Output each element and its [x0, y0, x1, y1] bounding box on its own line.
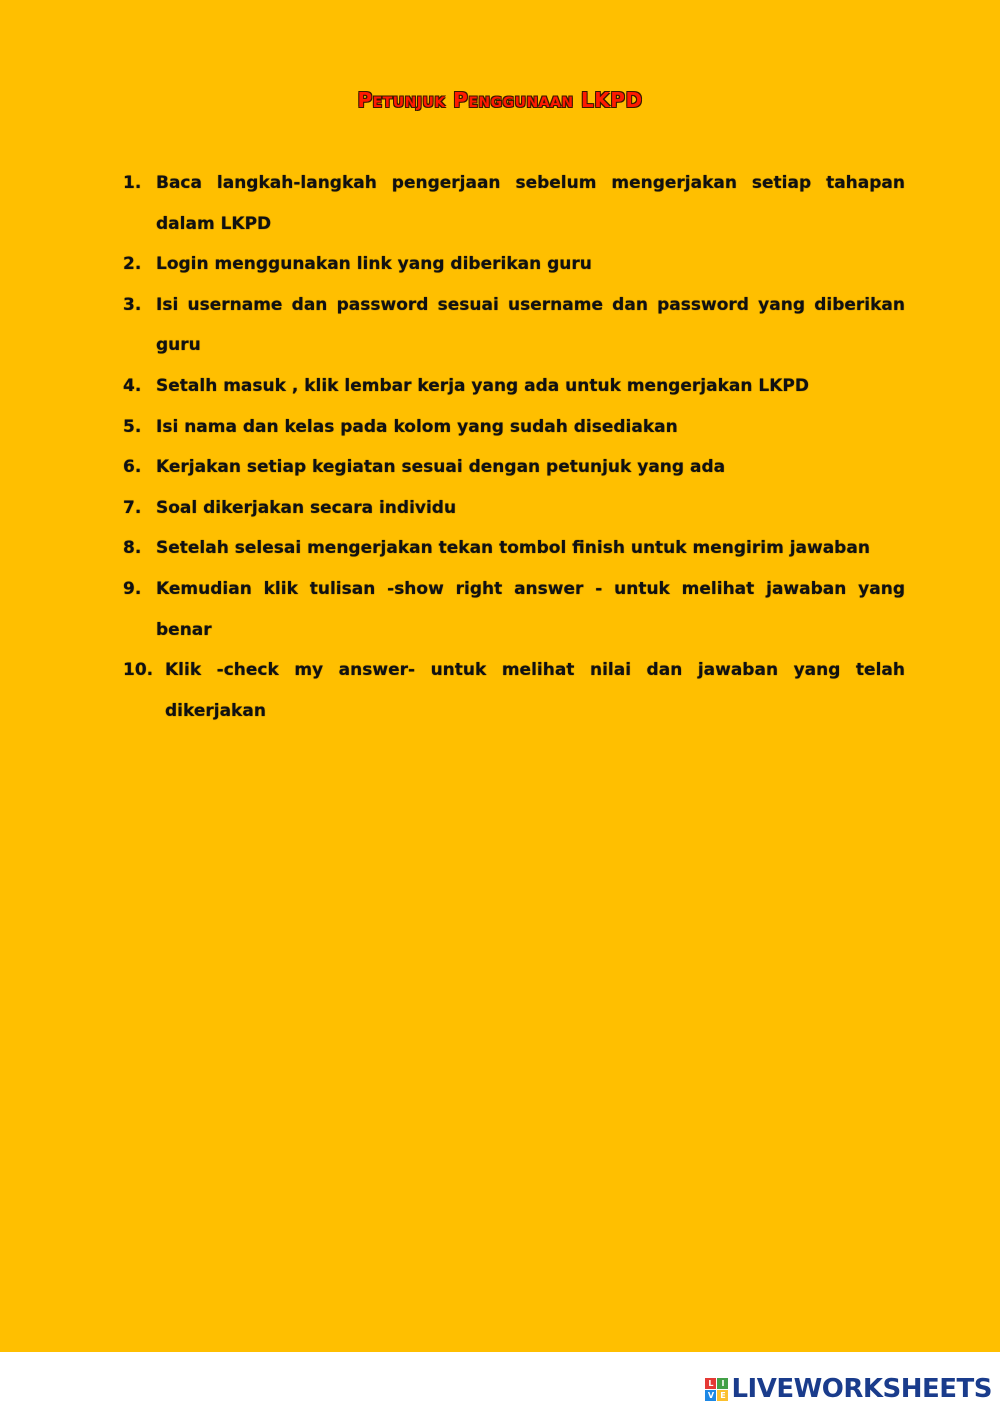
- step-text: Baca langkah-langkah pengerjaan sebelum mengerjakan setiap tahapan dalam LKPD: [156, 173, 905, 234]
- step-number: 1.: [123, 173, 142, 193]
- step-number: 8.: [123, 538, 142, 559]
- step-number: 5.: [123, 416, 142, 437]
- logo-tile: E: [717, 1390, 728, 1401]
- list-item: [123, 569, 905, 650]
- footer: [0, 1352, 1000, 1414]
- title-text: Petunjuk Penggunaan: [357, 88, 574, 112]
- title-lkpd: LKPD: [581, 88, 643, 112]
- step-text: Soal dikerjakan secara individu: [156, 497, 457, 518]
- step-text: Kemudian klik tulisan -show right answer - untuk melihat jawaban yang benar: [156, 578, 905, 640]
- logo-tile: I: [717, 1378, 728, 1389]
- step-text: Kerjakan setiap kegiatan sesuai dengan petunjuk yang ada: [156, 457, 726, 478]
- step-text: Klik -check my answer- untuk melihat nilai dan jawaban yang telah dikerjakan: [165, 660, 905, 721]
- list-item: [123, 285, 905, 366]
- step-text: Setelah selesai mengerjakan tekan tombol finish untuk mengirim jawaban: [156, 538, 870, 559]
- step-number: 4.: [123, 375, 142, 396]
- brand-name: LIVEWORKSHEETS: [731, 1374, 992, 1404]
- list-item: [123, 244, 905, 285]
- step-number: 10.: [123, 660, 154, 681]
- step-number: 6.: [123, 457, 142, 478]
- list-item: [123, 488, 905, 529]
- step-number: 7.: [123, 497, 142, 518]
- step-text: Setalh masuk , klik lembar kerja yang ada untuk mengerjakan LKPD: [156, 375, 809, 396]
- step-number: 3.: [123, 294, 142, 315]
- list-item: [123, 407, 905, 448]
- step-number: 2.: [123, 254, 142, 275]
- liveworksheets-brand[interactable]: [705, 1374, 992, 1404]
- list-item: [123, 366, 905, 407]
- page-title: [0, 88, 1000, 112]
- list-item: [123, 650, 905, 731]
- list-item: [123, 447, 905, 488]
- step-text: Login menggunakan link yang diberikan guru: [156, 254, 592, 275]
- step-text: Isi username dan password sesuai username dan password yang diberikan guru: [156, 294, 905, 356]
- list-item: [123, 163, 905, 244]
- step-number: 9.: [123, 578, 142, 599]
- logo-tile: V: [705, 1390, 716, 1401]
- step-text: Isi nama dan kelas pada kolom yang sudah disediakan: [156, 416, 678, 437]
- logo-tile: L: [705, 1378, 716, 1389]
- liveworksheets-logo-icon: [705, 1378, 728, 1401]
- list-item: [123, 528, 905, 569]
- instruction-list: [123, 163, 905, 731]
